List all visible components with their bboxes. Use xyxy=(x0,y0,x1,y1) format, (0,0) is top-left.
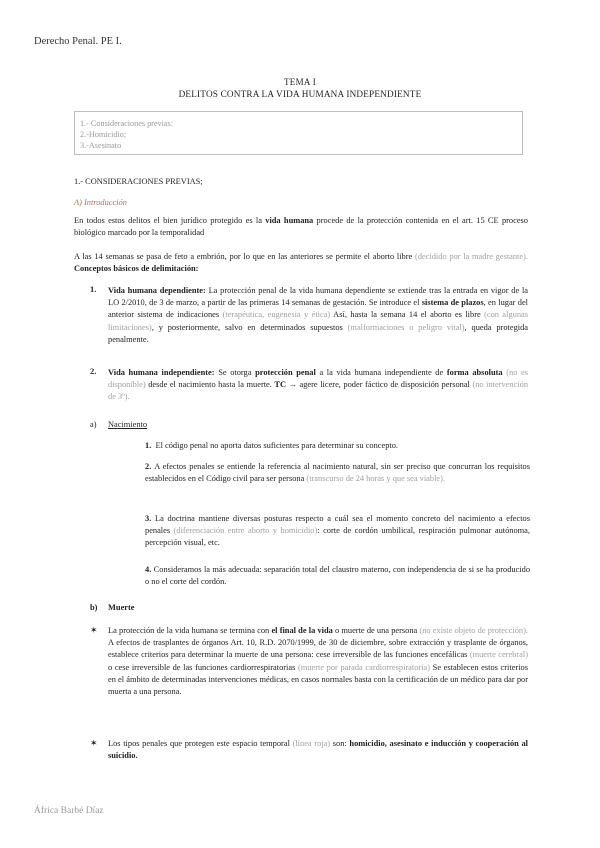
bold-text: Conceptos básicos de delimitación: xyxy=(74,264,199,274)
nacimiento-point-3 xyxy=(145,513,530,550)
text: Se otorga xyxy=(214,368,256,377)
grey-note: (transcurso de 24 horas y que sea viable). xyxy=(306,474,446,484)
bold-text: el final de la vida xyxy=(271,626,333,635)
text: A efectos penales se entiende la referencia al nacimiento natural, sin ser preciso que concurran los requisitos establecidos en el Código civil para ser persona xyxy=(145,462,530,484)
text: : corte de cordón umbilical, respiración pulmonar autónoma, percepción visual, etc. xyxy=(145,526,530,548)
running-header: Derecho Penal. PE I. xyxy=(34,36,122,47)
bold-text: forma absoluta xyxy=(446,368,503,377)
bold-text: TC xyxy=(274,380,287,390)
label: b) xyxy=(90,603,98,612)
text: o muerte de una persona xyxy=(332,626,420,635)
grey-note: (terapéutica, eugenesia y ética) xyxy=(222,310,331,320)
grey-note: (no existe objeto de protección). xyxy=(419,626,528,635)
item-vida-dependiente xyxy=(108,285,528,346)
text: → agere licere, poder fáctico de disposición personal xyxy=(286,380,473,390)
point-number: 2. xyxy=(145,462,152,471)
text: , y posteriormente, salvo en determinados supuestos xyxy=(151,322,348,332)
grey-note: (diferenciación entre aborto y homicidio) xyxy=(173,526,318,536)
nacimiento-point-2 xyxy=(145,461,530,485)
text: a la vida humana independiente de xyxy=(315,368,447,377)
text: La protección de la vida humana se termina con xyxy=(108,626,272,635)
paragraph-2 xyxy=(74,251,528,275)
text: son: xyxy=(330,739,350,748)
text: La protección penal de la vida humana dependiente se extiende tras la entrada en vigor de la LO 2/2010, de 3 de marzo, a partir de las primeras 14 semanas de gestación. Se introduce el xyxy=(108,286,528,308)
item-vida-independiente xyxy=(108,367,528,404)
grey-note: (malformaciones o peligro vital) xyxy=(347,322,465,332)
grey-note: (muerte por parada cardiorrespiratoria) xyxy=(298,662,431,672)
item-number: 2. xyxy=(90,367,97,376)
text: Se establecen estos criterios en el ámbito de determinadas intervenciones médicas, en casos normales basta con la certificación de un médico para dar por muerta a una persona. xyxy=(108,662,528,697)
point-number: 1. xyxy=(145,441,152,450)
toc-item: 3.-Asesinato xyxy=(80,141,122,150)
text: En todos estos delitos el bien jurídico protegido es la xyxy=(74,216,266,225)
nacimiento-point-1 xyxy=(145,440,530,452)
sub-b-label xyxy=(90,602,97,614)
text: A las 14 semanas se pasa de feto a embrión, por lo que en las anteriores se permite el aborto libre xyxy=(74,252,415,261)
text: A efectos de trasplantes de órganos Art. 10, R.D. 2070/1999, de 30 de diciembre, sobre extracción y trasplante de órganos, establece criterios para determinar la muerte de una persona: cese irreversible de las funciones encefálicas xyxy=(108,638,528,660)
text: El código penal no aporta datos suficientes para determinar su concepto. xyxy=(155,441,399,450)
grey-note: (línea roja) xyxy=(292,739,331,748)
text: Consideramos la más adecuada: separación total del claustro materno, con independencia de si se ha producido o no el corte del cordón. xyxy=(145,565,531,587)
bold-text: homicidio, asesinato e inducción y cooperación al suicidio. xyxy=(108,739,528,761)
table-of-contents xyxy=(74,111,523,155)
nacimiento-point-4 xyxy=(145,564,530,588)
sub-a-label: a) xyxy=(90,420,97,429)
topic-label: TEMA I xyxy=(283,77,317,87)
grey-note: (decidido por la madre gestante). xyxy=(414,252,528,261)
text: , en lugar del anterior sistema de indicaciones xyxy=(108,298,528,320)
page-title: DELITOS CONTRA LA VIDA HUMANA INDEPENDIENTE xyxy=(178,89,422,99)
text: desde el nacimiento hasta la muerte. xyxy=(145,380,275,390)
bold-text: protección penal xyxy=(255,368,316,377)
term: Vida humana dependiente: xyxy=(108,286,206,295)
sub-a-title xyxy=(108,419,147,431)
text: o cese irreversible de las funciones cardiorrespiratorias xyxy=(108,662,298,672)
bold-text: sistema de plazos xyxy=(421,298,484,308)
sub-b-title xyxy=(108,602,135,614)
toc-item: 1.- Consideraciones previas: xyxy=(80,119,173,128)
section-heading: 1.- CONSIDERACIONES PREVIAS; xyxy=(74,177,203,186)
muerte-point-1 xyxy=(108,625,528,698)
grey-note: (con algunas limitaciones) xyxy=(108,310,528,332)
term: Vida humana independiente: xyxy=(108,368,215,377)
point-number: 4. xyxy=(145,565,152,574)
title: Muerte xyxy=(108,603,135,612)
footer-author: África Barbé Díaz xyxy=(34,806,104,816)
toc-item: 2.-Homicidio; xyxy=(80,130,127,139)
muerte-point-2 xyxy=(108,738,528,762)
grey-note: (no intervención de 3º). xyxy=(108,380,529,402)
grey-note: (no es disponible) xyxy=(108,368,529,390)
text: Así, hasta la semana 14 el aborto es libre xyxy=(330,310,485,320)
text: Los tipos penales que protegen este espacio temporal xyxy=(108,739,293,748)
point-number: 3. xyxy=(145,514,152,523)
intro-heading: A) Introducción xyxy=(74,198,127,207)
bullet-star-icon: ✶ xyxy=(90,738,98,748)
item-number: 1. xyxy=(90,285,97,294)
text: , queda protegida penalmente. xyxy=(108,322,528,344)
text: La doctrina mantiene diversas posturas respecto a cuál sea el momento concreto del nacimiento a efectos penales xyxy=(145,514,530,536)
paragraph-1 xyxy=(74,215,528,239)
text: procede de la protección contenida en el art. 15 CE proceso biológico marcado por la temporalidad xyxy=(74,216,528,238)
underlined-title: Nacimiento xyxy=(108,420,148,429)
bullet-star-icon: ✶ xyxy=(90,625,98,635)
grey-note: (muerte cerebral) xyxy=(469,650,528,660)
bold-text: vida humana xyxy=(265,216,314,225)
